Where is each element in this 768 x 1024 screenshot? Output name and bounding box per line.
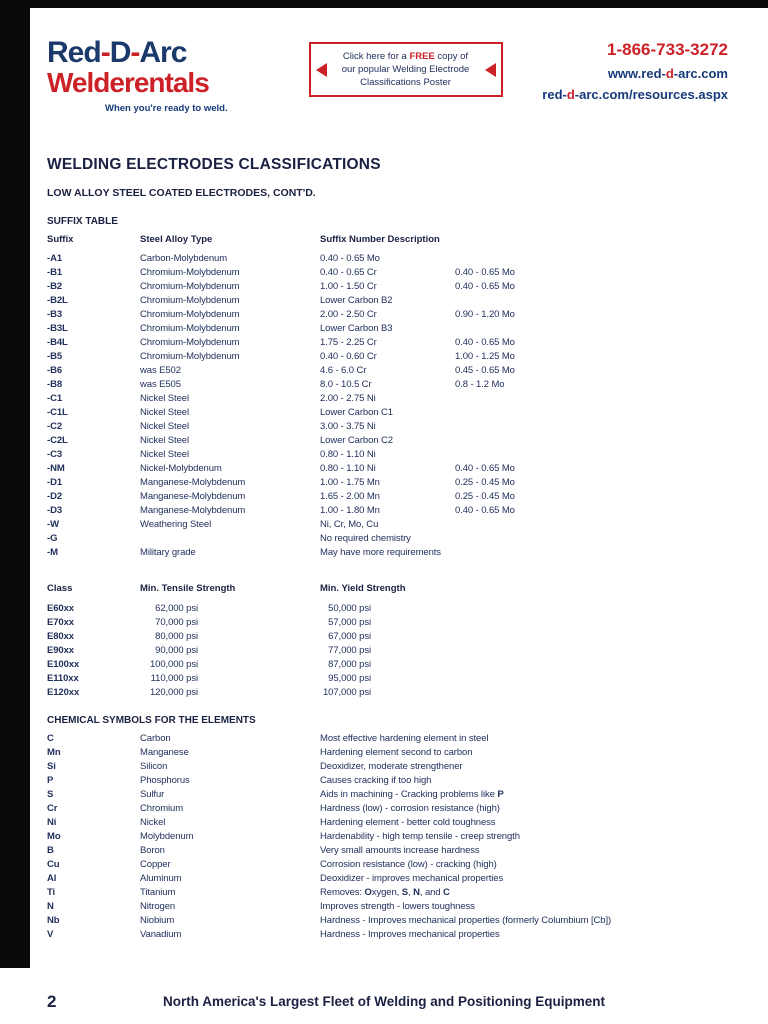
table-cell: N xyxy=(47,901,54,912)
table-cell: 1.00 - 1.75 Mn xyxy=(320,477,380,488)
table-cell: 77,000 psi xyxy=(328,645,371,656)
table-cell: 0.40 - 0.60 Cr xyxy=(320,351,377,362)
website-red-d: d xyxy=(665,66,674,81)
table-cell: Nickel-Molybdenum xyxy=(140,463,222,474)
class-table xyxy=(47,602,728,700)
table-cell: -B4L xyxy=(47,337,68,348)
table-row xyxy=(47,900,728,914)
table-row xyxy=(47,350,728,364)
arrow-left-icon xyxy=(485,63,496,77)
table-cell xyxy=(455,322,728,336)
table-cell: Ni, Cr, Mo, Cu xyxy=(320,519,379,530)
table-cell: No required chemistry xyxy=(320,533,411,544)
table-cell: 110,000 psi xyxy=(150,673,198,684)
table-cell: E110xx xyxy=(47,673,79,684)
table-cell: Chromium-Molybdenum xyxy=(140,267,240,278)
table-cell: Lower Carbon B3 xyxy=(320,323,393,334)
table-row xyxy=(47,630,728,644)
table-cell: Hardness - Improves mechanical properties xyxy=(320,929,500,940)
table-cell xyxy=(455,420,728,434)
table-cell: -D3 xyxy=(47,505,63,516)
table-row xyxy=(47,476,728,490)
column-header-suffix-number-description: Suffix Number Description xyxy=(320,234,440,245)
table-cell xyxy=(455,518,728,532)
resources-text: red- xyxy=(542,87,567,102)
table-cell: Niobium xyxy=(140,915,175,926)
table-cell: Lower Carbon C2 xyxy=(320,435,393,446)
table-row xyxy=(47,378,728,392)
table-cell: Hardness - Improves mechanical properties (formerly Columbium [Cb]) xyxy=(320,915,612,926)
table-cell: Nickel Steel xyxy=(140,421,189,432)
column-header-suffix: Suffix xyxy=(47,234,74,245)
table-cell: -W xyxy=(47,519,59,530)
table-cell: Al xyxy=(47,873,57,884)
table-row xyxy=(47,602,728,616)
table-cell: E60xx xyxy=(47,603,74,614)
table-row xyxy=(47,746,728,760)
table-cell: 0.40 - 0.65 Mo xyxy=(455,267,515,278)
table-cell: Mn xyxy=(47,747,61,758)
table-cell: -M xyxy=(47,547,58,558)
table-cell: Manganese-Molybdenum xyxy=(140,477,246,488)
table-row xyxy=(47,434,728,448)
chemical-symbols-table xyxy=(47,732,728,942)
table-cell xyxy=(455,532,728,546)
contact-block xyxy=(528,38,728,102)
table-cell: -D1 xyxy=(47,477,63,488)
page-number: 2 xyxy=(47,992,57,1011)
website-link[interactable] xyxy=(528,66,728,81)
table-cell: B xyxy=(47,845,54,856)
table-cell: -G xyxy=(47,533,58,544)
table-row xyxy=(47,928,728,942)
table-cell: Nickel Steel xyxy=(140,449,189,460)
table-cell: 0.80 - 1.10 Ni xyxy=(320,449,376,460)
table-cell: -NM xyxy=(47,463,65,474)
table-row xyxy=(47,872,728,886)
column-header-class: Class xyxy=(47,583,73,594)
table-row xyxy=(47,532,728,546)
table-cell: Chromium-Molybdenum xyxy=(140,323,240,334)
table-cell: Deoxidizer, moderate strengthener xyxy=(320,761,463,772)
table-cell: 90,000 psi xyxy=(155,645,198,656)
table-cell: Lower Carbon B2 xyxy=(320,295,393,306)
table-cell: 0.40 - 0.65 Mo xyxy=(455,463,515,474)
table-cell: 120,000 psi xyxy=(149,687,198,698)
table-cell: -B5 xyxy=(47,351,63,362)
section-title-chemical-symbols: CHEMICAL SYMBOLS FOR THE ELEMENTS xyxy=(47,715,256,726)
resources-text: -arc.com/resources.aspx xyxy=(574,87,728,102)
banner-line-3: Classifications Poster xyxy=(360,77,451,88)
table-row xyxy=(47,760,728,774)
table-cell: V xyxy=(47,929,54,940)
table-cell: E90xx xyxy=(47,645,74,656)
resources-red-d: d xyxy=(566,87,575,102)
table-cell: Very small amounts increase hardness xyxy=(320,845,480,856)
table-cell: Lower Carbon C1 xyxy=(320,407,393,418)
table-cell: Phosphorus xyxy=(140,775,190,786)
table-cell: Chromium-Molybdenum xyxy=(140,281,240,292)
table-cell: C xyxy=(47,733,54,744)
table-cell: -C2L xyxy=(47,435,68,446)
table-row xyxy=(47,308,728,322)
logo-tagline: When you're ready to weld. xyxy=(105,103,228,114)
table-cell xyxy=(455,546,728,560)
table-cell: S xyxy=(47,789,54,800)
table-cell: 0.25 - 0.45 Mo xyxy=(455,477,515,488)
table-row xyxy=(47,774,728,788)
table-cell: -B6 xyxy=(47,365,63,376)
page-footer xyxy=(0,992,768,1009)
table-cell: Nitrogen xyxy=(140,901,176,912)
logo-wordmark-red-d-arc xyxy=(47,38,283,68)
table-cell xyxy=(455,294,728,308)
phone-number: 1-866-733-3272 xyxy=(607,40,728,59)
website-text: -arc.com xyxy=(673,66,728,81)
table-cell: Military grade xyxy=(140,547,196,558)
table-cell xyxy=(140,532,320,546)
table-cell: Cr xyxy=(47,803,58,814)
section-title-suffix-table: SUFFIX TABLE xyxy=(47,216,118,227)
table-cell: 70,000 psi xyxy=(155,617,198,628)
table-cell: 0.8 - 1.2 Mo xyxy=(455,379,505,390)
table-cell: Weathering Steel xyxy=(140,519,212,530)
logo-word-d: D xyxy=(109,36,131,69)
table-cell: Titanium xyxy=(140,887,176,898)
table-cell: May have more requirements xyxy=(320,547,441,558)
table-cell: Causes cracking if too high xyxy=(320,775,432,786)
table-cell: Improves strength - lowers toughness xyxy=(320,901,475,912)
table-cell: Boron xyxy=(140,845,165,856)
table-cell: -B2L xyxy=(47,295,68,306)
table-cell: Sulfur xyxy=(140,789,165,800)
column-header-steel-alloy-type: Steel Alloy Type xyxy=(140,234,213,245)
table-cell: Chromium-Molybdenum xyxy=(140,351,240,362)
table-cell: Nickel Steel xyxy=(140,407,189,418)
table-cell: 1.00 - 1.25 Mo xyxy=(455,351,515,362)
table-cell: -B2 xyxy=(47,281,63,292)
page-subtitle: LOW ALLOY STEEL COATED ELECTRODES, CONT'D. xyxy=(47,187,316,199)
table-cell: -B3L xyxy=(47,323,68,334)
table-row xyxy=(47,732,728,746)
table-cell: 1.75 - 2.25 Cr xyxy=(320,337,377,348)
table-cell: Ni xyxy=(47,817,57,828)
table-cell: Deoxidizer - improves mechanical properties xyxy=(320,873,504,884)
table-row xyxy=(47,490,728,504)
footer-tagline: North America's Largest Fleet of Welding and Positioning Equipment xyxy=(163,994,605,1009)
table-cell: Chromium-Molybdenum xyxy=(140,295,240,306)
table-row xyxy=(47,518,728,532)
table-cell: Aids in machining - Cracking problems like P xyxy=(320,789,504,800)
scan-edge-top xyxy=(0,0,768,8)
table-row xyxy=(47,886,728,900)
table-cell: 100,000 psi xyxy=(149,659,198,670)
website-text: www.red- xyxy=(607,66,666,81)
table-cell: Corrosion resistance (low) - cracking (high) xyxy=(320,859,497,870)
table-cell: 57,000 psi xyxy=(328,617,371,628)
class-table-header xyxy=(47,582,728,596)
table-cell: 0.40 - 0.65 Mo xyxy=(455,337,515,348)
table-row xyxy=(47,686,728,700)
table-cell: 0.25 - 0.45 Mo xyxy=(455,491,515,502)
table-row xyxy=(47,858,728,872)
table-row xyxy=(47,392,728,406)
table-row xyxy=(47,294,728,308)
table-cell: 50,000 psi xyxy=(328,603,371,614)
table-row xyxy=(47,448,728,462)
table-row xyxy=(47,546,728,560)
table-row xyxy=(47,658,728,672)
table-cell: Carbon-Molybdenum xyxy=(140,253,228,264)
table-cell: Chromium-Molybdenum xyxy=(140,337,240,348)
table-row xyxy=(47,914,728,928)
table-cell: Cu xyxy=(47,859,60,870)
logo-wordmark-welderentals: Welderentals xyxy=(47,67,209,98)
table-cell: -B1 xyxy=(47,267,63,278)
table-cell: 0.45 - 0.65 Mo xyxy=(455,365,515,376)
table-cell: 2.00 - 2.75 Ni xyxy=(320,393,376,404)
table-row xyxy=(47,504,728,518)
table-cell: Nickel Steel xyxy=(140,393,189,404)
resources-link[interactable] xyxy=(528,87,728,102)
table-row xyxy=(47,252,728,266)
table-cell: was E502 xyxy=(140,365,181,376)
logo-hyphen: - xyxy=(130,36,140,69)
table-row xyxy=(47,420,728,434)
table-cell xyxy=(455,252,728,266)
table-cell xyxy=(455,392,728,406)
table-cell: 0.40 - 0.65 Cr xyxy=(320,267,377,278)
logo-hyphen: - xyxy=(100,36,110,69)
table-cell: Chromium xyxy=(140,803,184,814)
table-row xyxy=(47,322,728,336)
table-cell: Hardenability - high temp tensile - creep strength xyxy=(320,831,520,842)
table-cell: 80,000 psi xyxy=(155,631,198,642)
table-cell: 87,000 psi xyxy=(328,659,371,670)
document-page xyxy=(0,8,768,1024)
table-cell: Nickel Steel xyxy=(140,435,189,446)
table-row xyxy=(47,280,728,294)
free-poster-banner[interactable] xyxy=(309,42,503,97)
arrow-left-icon xyxy=(316,63,327,77)
banner-text-pre: Click here for a xyxy=(342,51,410,62)
table-cell: Most effective hardening element in steel xyxy=(320,733,489,744)
table-cell xyxy=(455,434,728,448)
table-row xyxy=(47,462,728,476)
table-row xyxy=(47,816,728,830)
table-row xyxy=(47,266,728,280)
table-row xyxy=(47,616,728,630)
page-title: WELDING ELECTRODES CLASSIFICATIONS xyxy=(47,156,381,173)
table-row xyxy=(47,672,728,686)
table-row xyxy=(47,336,728,350)
table-cell: -B3 xyxy=(47,309,63,320)
logo-word-arc: Arc xyxy=(139,36,187,69)
table-cell: 67,000 psi xyxy=(328,631,371,642)
table-cell: -B8 xyxy=(47,379,63,390)
table-cell: 0.40 - 0.65 Mo xyxy=(455,505,515,516)
table-cell: Manganese-Molybdenum xyxy=(140,491,246,502)
table-cell: 8.0 - 10.5 Cr xyxy=(320,379,372,390)
table-cell: 2.00 - 2.50 Cr xyxy=(320,309,377,320)
table-cell xyxy=(455,448,728,462)
column-header-min-tensile-strength: Min. Tensile Strength xyxy=(140,583,236,594)
table-cell: Nickel xyxy=(140,817,166,828)
suffix-table-header xyxy=(47,233,728,247)
table-cell: -D2 xyxy=(47,491,63,502)
table-cell: 1.65 - 2.00 Mn xyxy=(320,491,380,502)
table-cell: 0.40 - 0.65 Mo xyxy=(320,253,380,264)
table-cell: 107,000 psi xyxy=(322,687,371,698)
table-row xyxy=(47,830,728,844)
column-header-min-yield-strength: Min. Yield Strength xyxy=(320,583,406,594)
table-cell: Aluminum xyxy=(140,873,182,884)
page-header xyxy=(47,38,728,134)
table-cell: -C1 xyxy=(47,393,63,404)
table-cell: Removes: Oxygen, S, N, and C xyxy=(320,887,450,898)
table-cell: Hardness (low) - corrosion resistance (high) xyxy=(320,803,500,814)
table-row xyxy=(47,406,728,420)
table-cell: 95,000 psi xyxy=(328,673,371,684)
company-logo xyxy=(47,38,283,114)
table-cell: Manganese-Molybdenum xyxy=(140,505,246,516)
table-cell: Chromium-Molybdenum xyxy=(140,309,240,320)
table-cell: Ti xyxy=(47,887,56,898)
table-cell xyxy=(455,406,728,420)
table-cell: Vanadium xyxy=(140,929,182,940)
table-cell: -A1 xyxy=(47,253,63,264)
table-cell: Manganese xyxy=(140,747,189,758)
table-cell: Copper xyxy=(140,859,171,870)
table-row xyxy=(47,364,728,378)
table-cell: 0.90 - 1.20 Mo xyxy=(455,309,515,320)
table-cell: Molybdenum xyxy=(140,831,194,842)
table-row xyxy=(47,844,728,858)
table-cell: 62,000 psi xyxy=(155,603,198,614)
table-cell: Nb xyxy=(47,915,60,926)
table-cell: -C1L xyxy=(47,407,68,418)
table-row xyxy=(47,788,728,802)
table-cell: E100xx xyxy=(47,659,80,670)
table-cell: 1.00 - 1.80 Mn xyxy=(320,505,380,516)
banner-text-free: FREE xyxy=(409,51,435,62)
table-cell: P xyxy=(47,775,54,786)
table-cell: Silicon xyxy=(140,761,168,772)
logo-word-red: Red xyxy=(47,36,101,69)
table-row xyxy=(47,802,728,816)
table-cell: Hardening element second to carbon xyxy=(320,747,473,758)
table-cell: Hardening element - better cold toughness xyxy=(320,817,496,828)
table-row xyxy=(47,644,728,658)
table-cell: 1.00 - 1.50 Cr xyxy=(320,281,377,292)
table-cell: was E505 xyxy=(140,379,181,390)
table-cell: Mo xyxy=(47,831,61,842)
banner-text xyxy=(332,50,480,89)
table-cell: 0.40 - 0.65 Mo xyxy=(455,281,515,292)
suffix-table xyxy=(47,252,728,560)
table-cell: E70xx xyxy=(47,617,74,628)
banner-line-2: our popular Welding Electrode xyxy=(341,64,470,75)
table-cell: -C3 xyxy=(47,449,63,460)
table-cell: 3.00 - 3.75 Ni xyxy=(320,421,376,432)
table-cell: -C2 xyxy=(47,421,63,432)
table-cell: 0.80 - 1.10 Ni xyxy=(320,463,376,474)
table-cell: Carbon xyxy=(140,733,171,744)
table-cell: E80xx xyxy=(47,631,74,642)
table-cell: 4.6 - 6.0 Cr xyxy=(320,365,367,376)
table-cell: Si xyxy=(47,761,56,772)
table-cell: E120xx xyxy=(47,687,80,698)
banner-text-post: copy of xyxy=(434,51,469,62)
banner-line-1 xyxy=(332,50,480,63)
